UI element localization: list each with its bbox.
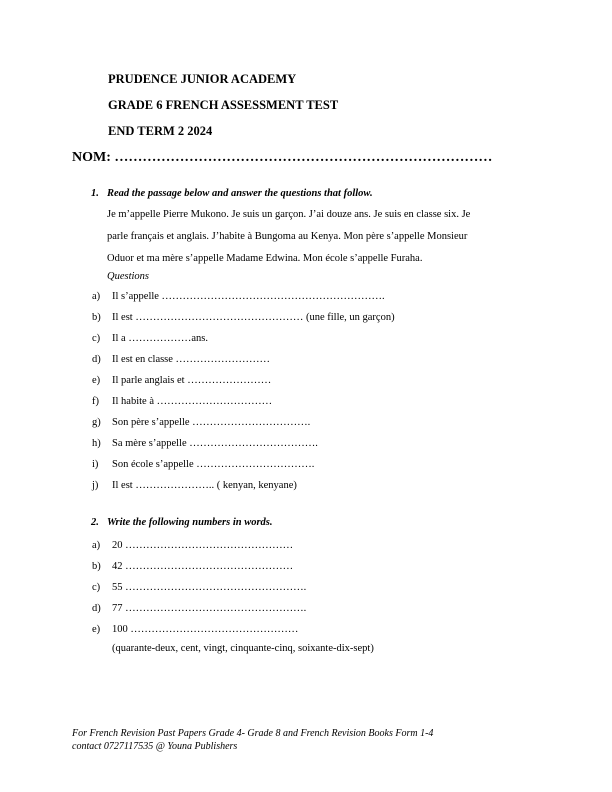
test-title: GRADE 6 FRENCH ASSESSMENT TEST bbox=[108, 98, 339, 112]
footer-line: contact 0727117535 @ Youna Publishers bbox=[72, 741, 238, 752]
question-text: Il est ………………….. ( kenyan, kenyane) bbox=[112, 480, 297, 491]
question-letter: a) bbox=[92, 540, 101, 551]
question-letter: d) bbox=[92, 603, 101, 614]
question-letter: i) bbox=[92, 459, 99, 470]
question-text: Il parle anglais et …………………… bbox=[112, 375, 272, 386]
school-name: PRUDENCE JUNIOR ACADEMY bbox=[108, 72, 297, 86]
question-text: Il est ………………………………………… (une fille, un garçon) bbox=[112, 312, 395, 323]
question-text: Son école s’appelle ……………………………. bbox=[112, 459, 315, 470]
section2-instruction: Write the following numbers in words. bbox=[107, 517, 273, 528]
question-letter: c) bbox=[92, 582, 101, 593]
question-text: Il est en classe ……………………… bbox=[112, 354, 271, 365]
question-text: 55 ……………………………………………. bbox=[112, 582, 307, 593]
question-text: Sa mère s’appelle ………………………………. bbox=[112, 438, 318, 449]
question-text: Il a ………………ans. bbox=[112, 333, 208, 344]
question-letter: e) bbox=[92, 624, 101, 635]
name-field: NOM: ……………………………………………………………………… bbox=[72, 150, 493, 165]
section2-number: 2. bbox=[91, 517, 99, 528]
term-label: END TERM 2 2024 bbox=[108, 124, 213, 138]
section1-instruction: Read the passage below and answer the questions that follow. bbox=[107, 188, 373, 199]
questions-label: Questions bbox=[107, 271, 149, 282]
question-text: 100 ………………………………………… bbox=[112, 624, 299, 635]
question-letter: b) bbox=[92, 312, 101, 323]
question-letter: d) bbox=[92, 354, 101, 365]
passage-line: parle français et anglais. J’habite à Bungoma au Kenya. Mon père s’appelle Monsieur bbox=[107, 231, 468, 242]
passage-line: Oduor et ma mère s’appelle Madame Edwina. Mon école s’appelle Furaha. bbox=[107, 253, 423, 264]
question-letter: e) bbox=[92, 375, 101, 386]
question-text: 77 ……………………………………………. bbox=[112, 603, 307, 614]
question-letter: c) bbox=[92, 333, 101, 344]
question-letter: j) bbox=[92, 480, 99, 491]
question-text: Son père s’appelle ……………………………. bbox=[112, 417, 311, 428]
question-text: Il s’appelle ………………………………………………………. bbox=[112, 291, 385, 302]
section1-number: 1. bbox=[91, 188, 99, 199]
word-bank: (quarante-deux, cent, vingt, cinquante-cinq, soixante-dix-sept) bbox=[112, 643, 374, 654]
question-text: 20 ………………………………………… bbox=[112, 540, 294, 551]
question-letter: b) bbox=[92, 561, 101, 572]
footer-line: For French Revision Past Papers Grade 4- Grade 8 and French Revision Books Form 1-4 bbox=[72, 728, 434, 739]
question-letter: a) bbox=[92, 291, 101, 302]
passage-line: Je m’appelle Pierre Mukono. Je suis un garçon. J’ai douze ans. Je suis en classe six. Je bbox=[107, 209, 471, 220]
question-letter: g) bbox=[92, 417, 101, 428]
question-letter: f) bbox=[92, 396, 99, 407]
question-text: Il habite à …………………………… bbox=[112, 396, 273, 407]
question-text: 42 ………………………………………… bbox=[112, 561, 294, 572]
question-letter: h) bbox=[92, 438, 101, 449]
